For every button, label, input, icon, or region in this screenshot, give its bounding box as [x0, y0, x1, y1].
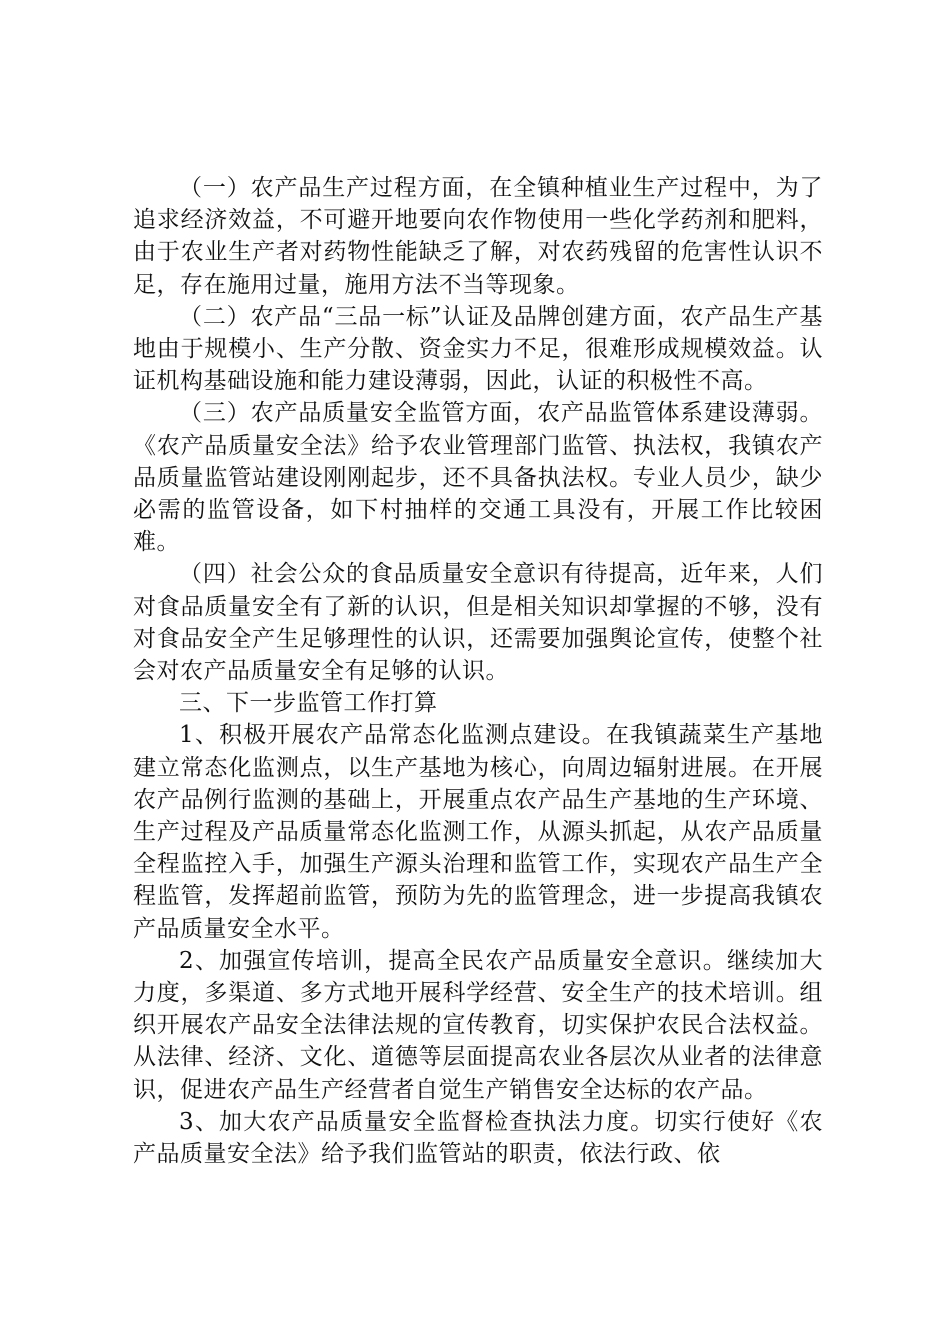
- paragraph-problem-4: （四）社会公众的食品质量安全意识有待提高，近年来，人们对食品质量安全有了新的认识，但是相关知识却掌握的不够，没有对食品安全产生足够理性的认识，还需要加强舆论宣传，使整个社会对农产品质量安全有足够的认识。: [133, 561, 823, 685]
- paragraph-problem-3: （三）农产品质量安全监管方面，农产品监管体系建设薄弱。《农产品质量安全法》给予农业管理部门监管、执法权，我镇农产品质量监管站建设刚刚起步，还不具备执法权。专业人员少，缺少必需的监管设备，如下村抽样的交通工具没有，开展工作比较困难。: [133, 400, 823, 556]
- paragraph-plan-2: 2、加强宣传培训，提高全民农产品质量安全意识。继续加大力度，多渠道、多方式地开展科学经营、安全生产的技术培训。组织开展农产品安全法律法规的宣传教育，切实保护农民合法权益。从法律、经济、文化、道德等层面提高农业各层次从业者的法律意识，促进农产品生产经营者自觉生产销售安全达标的农产品。: [133, 947, 823, 1103]
- document-body: [133, 172, 823, 1170]
- section-heading-next-steps: 三、下一步监管工作打算: [179, 690, 438, 717]
- paragraph-plan-3: 3、加大农产品质量安全监督检查执法力度。切实行使好《农产品质量安全法》给予我们监管站的职责，依法行政、依: [133, 1108, 823, 1168]
- paragraph-plan-1: 1、积极开展农产品常态化监测点建设。在我镇蔬菜生产基地建立常态化监测点，以生产基地为核心，向周边辐射进展。在开展农产品例行监测的基础上，开展重点农产品生产基地的生产环境、生产过程及产品质量常态化监测工作，从源头抓起，从农产品质量全程监控入手，加强生产源头治理和监管工作，实现农产品生产全程监管，发挥超前监管，预防为先的监管理念，进一步提高我镇农产品质量安全水平。: [133, 722, 823, 942]
- paragraph-problem-1: （一）农产品生产过程方面，在全镇种植业生产过程中，为了追求经济效益，不可避开地要向农作物使用一些化学药剂和肥料，由于农业生产者对药物性能缺乏了解，对农药残留的危害性认识不足，存在施用过量，施用方法不当等现象。: [133, 175, 823, 298]
- paragraph-problem-2: （二）农产品“三品一标”认证及品牌创建方面，农产品生产基地由于规模小、生产分散、资金实力不足，很难形成规模效益。认证机构基础设施和能力建设薄弱，因此，认证的积极性不高。: [133, 303, 823, 395]
